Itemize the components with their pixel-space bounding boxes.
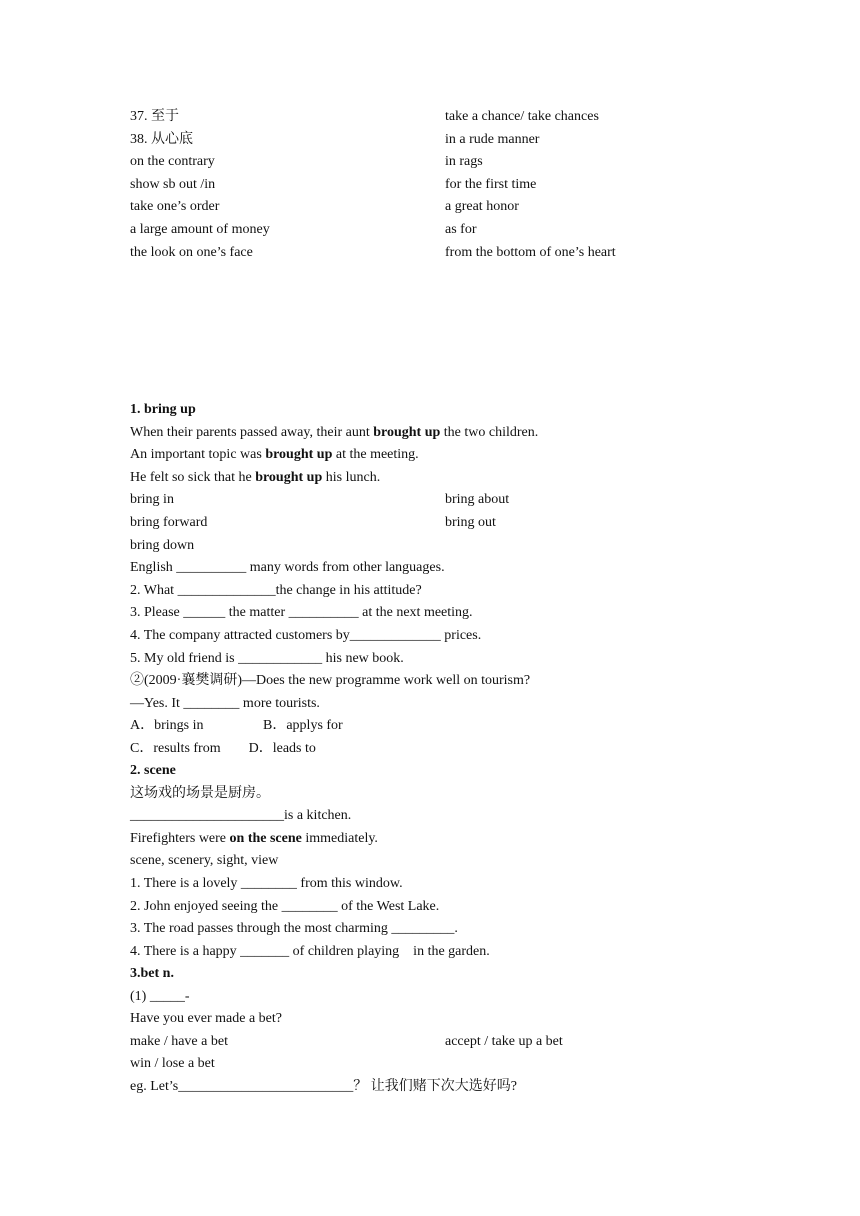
exercise-line: 4. There is a happy _______ of children playing in the garden. — [130, 943, 490, 959]
exercise-line: ______________________is a kitchen. — [130, 808, 352, 824]
exercise-line: 2. John enjoyed seeing the ________ of the West Lake. — [130, 898, 440, 914]
bold-phrase: on the scene — [229, 830, 302, 846]
bold-phrase: brought up — [265, 447, 333, 463]
sentence-text: the two children. — [440, 424, 539, 440]
example-sentence — [130, 444, 750, 467]
phrase-cn-37: 37. 至于 — [130, 109, 179, 124]
exercise-line: (1) _____- — [130, 988, 190, 1004]
phrase-en: the look on one’s face — [130, 244, 253, 260]
phrase-en: bring out — [445, 514, 496, 530]
section-heading: 1. bring up — [130, 402, 196, 417]
phrase-row — [130, 174, 750, 197]
sentence-text: immediately. — [301, 830, 378, 846]
sentence-text: at the meeting. — [332, 447, 419, 463]
phrase-row — [130, 489, 750, 512]
phrase-en: as for — [445, 221, 477, 237]
phrase-row — [130, 242, 750, 265]
phrase-en: bring forward — [130, 514, 208, 530]
bold-phrase: brought up — [373, 424, 441, 440]
example-sentence: Have you ever made a bet? — [130, 1011, 282, 1027]
exercise-line: 3. The road passes through the most charming _________. — [130, 921, 458, 937]
example-sentence: eg. Let’s_________________________？ 让我们赌下次大选好吗? — [130, 1078, 517, 1094]
phrase-en: take a chance/ take chances — [445, 109, 599, 124]
phrase-cn-38: 38. 从心底 — [130, 131, 193, 147]
word-list: scene, scenery, sight, view — [130, 853, 279, 869]
exercise-answer-line: —Yes. It ________ more tourists. — [130, 695, 320, 711]
phrase-en: in a rude manner — [445, 131, 540, 147]
phrase-en: on the contrary — [130, 154, 215, 170]
phrase-en: bring about — [445, 492, 510, 508]
phrase-en: for the first time — [445, 176, 537, 192]
bold-phrase: brought up — [255, 469, 323, 485]
sentence-text: When their parents passed away, their aunt — [130, 424, 374, 440]
phrase-row — [130, 151, 750, 174]
example-sentence — [130, 828, 750, 851]
choice-row: C．results from D．leads to — [130, 740, 316, 756]
example-sentence — [130, 422, 750, 445]
phrase-row — [130, 219, 750, 242]
exercise-line: 1. There is a lovely ________ from this window. — [130, 875, 403, 891]
scene-section — [130, 760, 750, 963]
sentence-text: An important topic was — [130, 447, 266, 463]
phrase-en: from the bottom of one’s heart — [445, 244, 616, 260]
phrase-en: bring in — [130, 492, 174, 508]
phrase-list — [130, 106, 750, 264]
bring-up-section — [130, 399, 750, 761]
phrase-row — [130, 1031, 750, 1054]
exercise-line: 4. The company attracted customers by_____________ prices. — [130, 627, 482, 643]
phrase-en: show sb out /in — [130, 176, 216, 192]
choice-row: A．brings in B．applys for — [130, 718, 343, 734]
phrase-en: a large amount of money — [130, 221, 270, 237]
phrase-row — [130, 106, 750, 129]
phrase-row — [130, 196, 750, 219]
phrase-en: win / lose a bet — [130, 1056, 215, 1072]
sentence-text: He felt so sick that he — [130, 469, 256, 485]
phrase-row — [130, 129, 750, 152]
sentence-text: his lunch. — [322, 469, 381, 485]
phrase-en: bring down — [130, 537, 195, 553]
phrase-row — [130, 512, 750, 535]
section-heading: 3.bet n. — [130, 966, 174, 981]
phrase-en: take one’s order — [130, 199, 220, 215]
exercise-line: English __________ many words from other languages. — [130, 560, 445, 576]
phrase-en: in rags — [445, 154, 483, 170]
section-heading: 2. scene — [130, 763, 176, 778]
chinese-sentence: 这场戏的场景是厨房。 — [130, 785, 270, 801]
phrase-en: accept / take up a bet — [445, 1033, 563, 1049]
phrase-en: make / have a bet — [130, 1033, 228, 1049]
exercise-line: 2. What ______________the change in his attitude? — [130, 582, 422, 598]
exercise-question: ②(2009·襄樊调研)—Does the new programme work well on tourism? — [130, 673, 531, 689]
sentence-text: Firefighters were — [130, 830, 230, 846]
bet-section — [130, 963, 750, 1099]
exercise-line: 5. My old friend is ____________ his new book. — [130, 650, 404, 666]
example-sentence — [130, 467, 750, 490]
exercise-line: 3. Please ______ the matter __________ at the next meeting. — [130, 605, 473, 621]
phrase-en: a great honor — [445, 199, 519, 215]
